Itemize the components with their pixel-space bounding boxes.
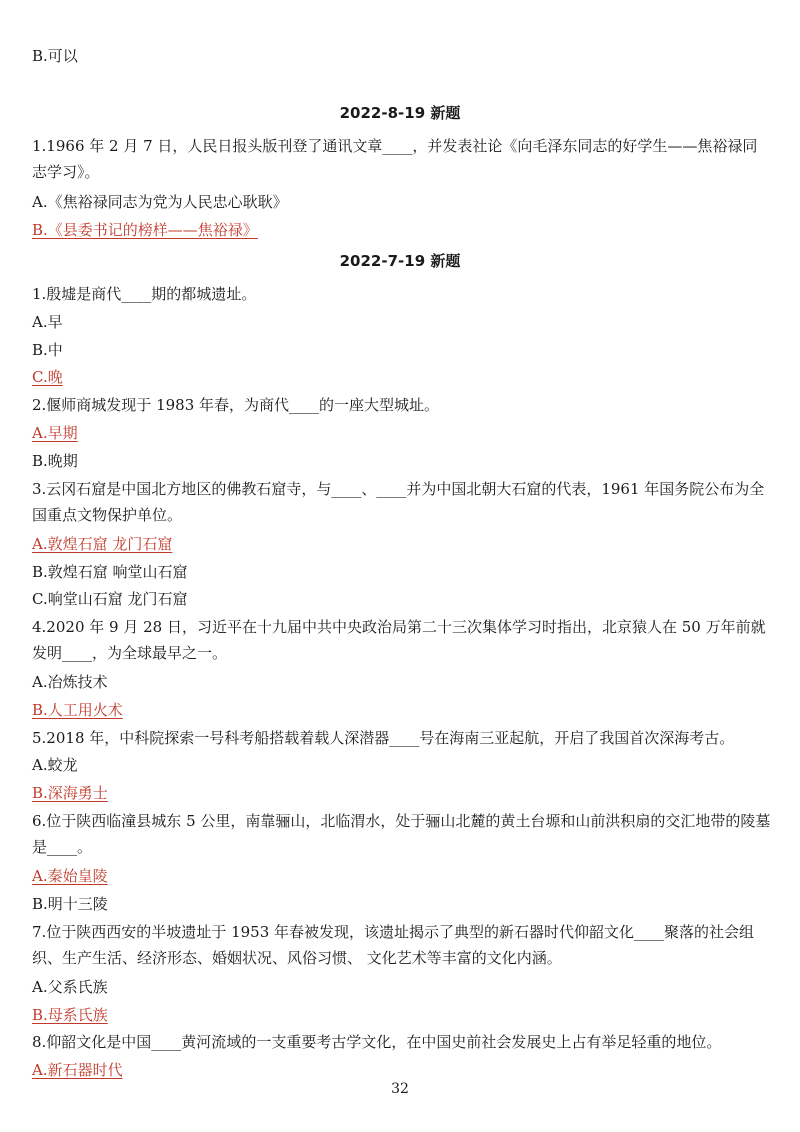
- option-text: B.中: [32, 341, 63, 359]
- correct-answer: A.新石器时代: [32, 1061, 123, 1079]
- correct-answer: B.人工用火术: [32, 701, 123, 719]
- option-text: C.响堂山石窟 龙门石窟: [32, 590, 188, 608]
- correct-answer: A.早期: [32, 424, 78, 442]
- section-heading: 2022-8-19 新题: [339, 104, 461, 122]
- question-text: 6.位于陕西临潼县城东 5 公里，南靠骊山，北临渭水，处于骊山北麓的黄土台塬和山前洪积扇的交汇地带的陵墓是____。: [32, 812, 771, 856]
- option-text: B.可以: [32, 47, 78, 65]
- question-text: 3.云冈石窟是中国北方地区的佛教石窟寺，与____、____并为中国北朝大石窟的代表，1961 年国务院公布为全国重点文物保护单位。: [32, 480, 765, 524]
- correct-answer: B.深海勇士: [32, 784, 108, 802]
- question-text: 2.偃师商城发现于 1983 年春，为商代____的一座大型城址。: [32, 396, 440, 414]
- option-text: B.敦煌石窟 响堂山石窟: [32, 563, 188, 581]
- question-text: 1.1966 年 2 月 7 日，人民日报头版刊登了通讯文章____，并发表社论《向毛泽东同志的好学生——焦裕禄同志学习》。: [32, 137, 758, 181]
- correct-answer: A.敦煌石窟 龙门石窟: [32, 535, 173, 553]
- question-text: 5.2018 年，中科院探索一号科考船搭载着载人深潜器____号在海南三亚起航，开启了我国首次深海考古。: [32, 729, 735, 747]
- option-text: A.蛟龙: [32, 756, 78, 774]
- question-text: 1.殷墟是商代____期的都城遗址。: [32, 285, 257, 303]
- option-text: A.冶炼技术: [32, 673, 108, 691]
- option-text: B.晚期: [32, 452, 78, 470]
- option-text: A.《焦裕禄同志为党为人民忠心耿耿》: [32, 193, 288, 211]
- correct-answer: B.母系氏族: [32, 1006, 108, 1024]
- correct-answer: C.晚: [32, 368, 63, 386]
- question-text: 7.位于陕西西安的半坡遗址于 1953 年春被发现，该遗址揭示了典型的新石器时代仰韶文化____聚落的社会组织、生产生活、经济形态、婚姻状况、风俗习惯、 文化艺术等丰富的文化内涵。: [32, 923, 755, 967]
- question-text: 8.仰韶文化是中国____黄河流域的一支重要考古学文化，在中国史前社会发展史上占有举足轻重的地位。: [32, 1033, 722, 1051]
- section-heading: 2022-7-19 新题: [339, 252, 461, 270]
- correct-answer: A.秦始皇陵: [32, 867, 108, 885]
- question-text: 4.2020 年 9 月 28 日，习近平在十九届中共中央政治局第二十三次集体学习时指出，北京猿人在 50 万年前就发明____，为全球最早之一。: [32, 618, 766, 662]
- correct-answer: B.《县委书记的榜样——焦裕禄》: [32, 221, 258, 239]
- option-text: A.父系氏族: [32, 978, 108, 996]
- page-number: 32: [391, 1081, 409, 1097]
- option-text: A.早: [32, 313, 63, 331]
- option-text: B.明十三陵: [32, 895, 108, 913]
